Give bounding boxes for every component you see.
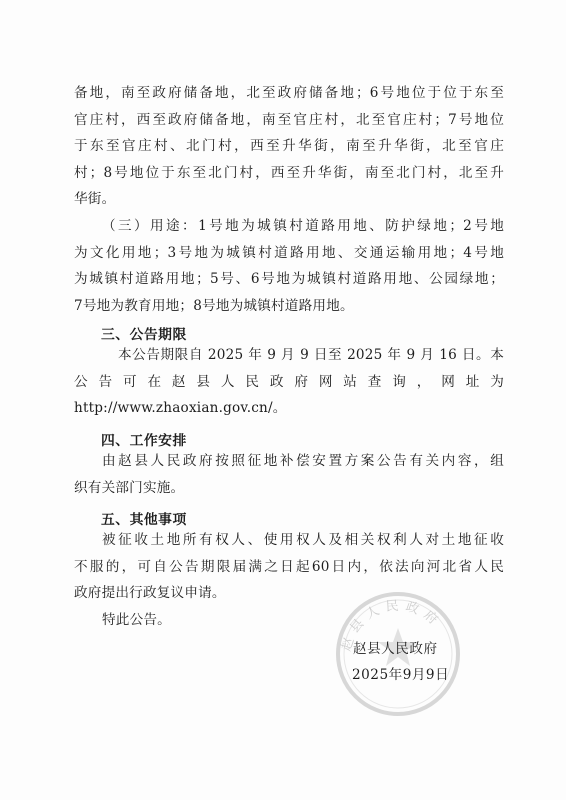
- announcement-period-paragraph: [74, 342, 504, 422]
- land-usage-paragraph: [74, 213, 504, 319]
- closing-text: 特此公告。: [102, 612, 171, 628]
- website-url: http://www.zhaoxian.gov.cn/。: [74, 400, 287, 417]
- text-line: 华街。: [74, 191, 116, 208]
- text-line: 7号地为教育用地；8号地为城镇村道路用地。: [74, 297, 354, 314]
- section-heading-other-matters: 五、其他事项: [101, 512, 187, 528]
- text-line: 政府提出行政复议申请。: [74, 585, 226, 602]
- seal-text: 赵县人民政府: [339, 598, 445, 654]
- work-arrangement-paragraph: [74, 448, 504, 501]
- issue-date: 2025年9月9日: [352, 667, 450, 683]
- plot-boundaries-paragraph: [74, 80, 504, 213]
- text-line: 于东至官庄村、北门村，西至升华街，南至升华街，北至官庄: [74, 138, 504, 155]
- text-line: 官庄村，西至政府储备地，南至官庄村，北至官庄村；7号地位: [74, 111, 504, 128]
- text-line: 由赵县人民政府按照征地补偿安置方案公告有关内容，组: [102, 453, 504, 469]
- text-line: （三）用途：1号地为城镇村道路用地、防护绿地；2号地: [102, 218, 504, 234]
- issuer-name: 赵县人民政府: [353, 641, 438, 657]
- text-line: 不服的，可自公告期限届满之日起60日内，依法向河北省人民: [74, 558, 504, 575]
- text-line: 织有关部门实施。: [74, 479, 185, 496]
- text-line: 村；8号地位于东至北门村，西至升华街，南至北门村，北至升: [74, 164, 504, 181]
- section-heading-announcement-period: 三、公告期限: [101, 327, 187, 343]
- text-line: 公 告 可 在 赵 县 人 民 政 府 网 站 查 询 ， 网 址 为: [74, 373, 504, 390]
- text-line: 为城镇村道路用地；5号、6号地为城镇村道路用地、公园绿地；: [74, 271, 504, 288]
- text-line: 备地，南至政府储备地，北至政府储备地；6号地位于位于东至: [74, 85, 504, 101]
- text-line: 为文化用地；3号地为城镇村道路用地、交通运输用地；4号地: [74, 244, 504, 261]
- text-line: 本公告期限自 2025 年 9 月 9 日至 2025 年 9 月 16 日。本: [118, 347, 504, 363]
- text-line: 被征收土地所有权人、使用权人及相关权利人对土地征收: [102, 532, 504, 548]
- section-heading-work-arrangement: 四、工作安排: [101, 433, 187, 449]
